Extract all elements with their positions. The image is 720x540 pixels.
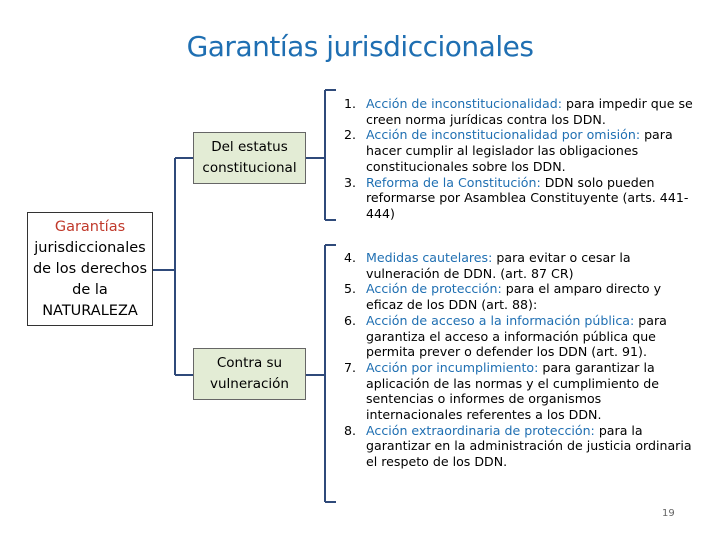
item-number: 5. [344, 281, 357, 297]
main-box-line1: Garantías [54, 218, 126, 235]
item-text: para garantizar la aplicación de las normas y el cumplimiento de sentencias o informes de organismos internacionales referentes a los DDN. [366, 359, 659, 423]
list-item [344, 96, 694, 127]
item-number: 1. [344, 96, 357, 111]
item-number: 6. [344, 312, 357, 328]
page-number: 19 [662, 508, 675, 519]
item-number: 8. [344, 422, 357, 438]
item-term: Acción de acceso a la información pública: [366, 312, 635, 328]
item-term: Acción de inconstitucionalidad por omisión: [366, 127, 641, 143]
sub-box-vulneracion [193, 348, 306, 400]
item-term: Medidas cautelares: [366, 250, 493, 265]
item-text: para garantiza el acceso a información pública que permita prever o defender los DDN (art. 91). [366, 312, 667, 360]
sub-box-vulneracion-line1: Contra su [216, 355, 283, 371]
item-text: DDN solo pueden reformarse por Asamblea Constituyente (arts. 441-444) [366, 174, 689, 221]
list-contra-vulneracion [344, 250, 694, 470]
item-text: para el amparo directo y eficaz de los DDN (art. 88): [366, 281, 662, 313]
main-box-line5: NATURALEZA [42, 302, 138, 319]
list-item [344, 175, 694, 222]
item-text: para hacer cumplir al legislador las obligaciones constitucionales sobre los DDN. [366, 127, 673, 174]
item-number: 7. [344, 359, 357, 375]
sub-box-vulneracion-line2: vulneración [210, 376, 289, 392]
item-term: Acción de protección: [366, 281, 502, 297]
main-box-line2: jurisdiccionales [34, 239, 146, 256]
list-item [344, 281, 694, 312]
item-text: para evitar o cesar la vulneración de DDN. (art. 87 CR) [366, 250, 631, 281]
list-item [344, 360, 694, 423]
page-title: Garantías jurisdiccionales [186, 30, 534, 63]
item-text: para la garantizar en la administración de justicia ordinaria el respeto de los DDN. [366, 422, 692, 470]
list-item [344, 250, 694, 281]
list-estatus-constitucional [344, 96, 694, 222]
item-number: 3. [344, 174, 357, 190]
item-term: Acción de inconstitucionalidad: [366, 96, 562, 111]
item-text: para impedir que se creen norma jurídicas contra los DDN. [366, 96, 693, 127]
list-item [344, 423, 694, 470]
list-item [344, 313, 694, 360]
item-number: 4. [344, 250, 357, 265]
list-item [344, 127, 694, 174]
main-box-line4: de la [72, 281, 108, 298]
sub-box-estatus [193, 132, 306, 184]
item-term: Acción por incumplimiento: [366, 359, 539, 375]
sub-box-estatus-line2: constitucional [202, 160, 297, 176]
item-term: Acción extraordinaria de protección: [366, 422, 595, 438]
sub-box-estatus-line1: Del estatus [211, 139, 288, 155]
main-box-line3: de los derechos [32, 260, 148, 277]
main-concept-box [27, 212, 153, 326]
item-term: Reforma de la Constitución: [366, 174, 541, 190]
item-number: 2. [344, 127, 357, 143]
